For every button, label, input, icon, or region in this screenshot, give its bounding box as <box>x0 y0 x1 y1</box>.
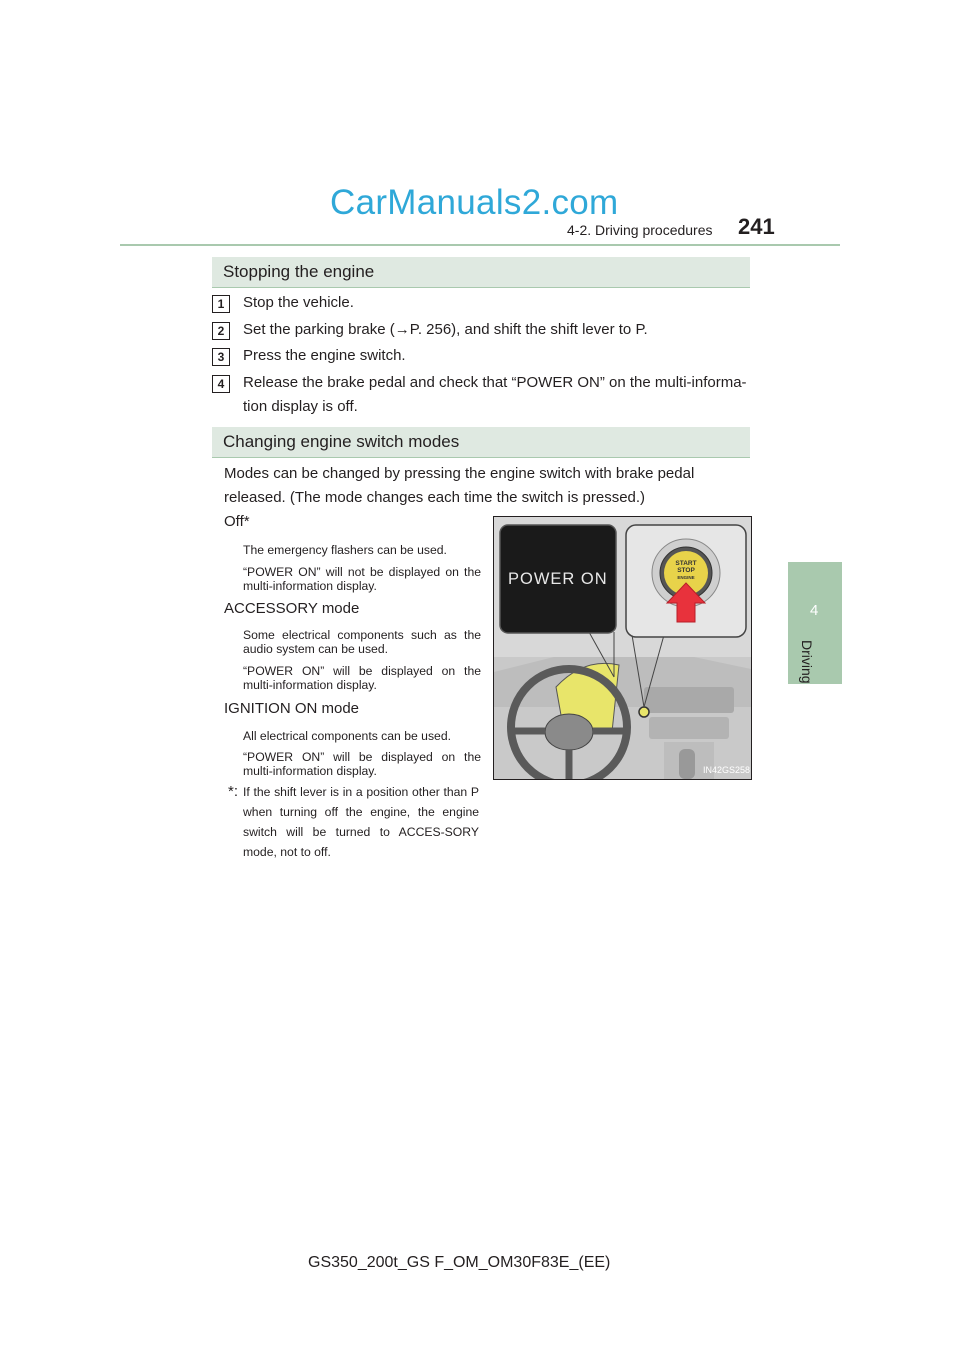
heading-text: Stopping the engine <box>223 262 375 281</box>
page-number: 241 <box>738 214 775 239</box>
heading-text: Changing engine switch modes <box>223 432 460 451</box>
step-text: Release the brake pedal and check that “POWER ON” on the multi-informa-tion display is off. <box>243 374 747 415</box>
footer-code: GS350_200t_GS F_OM_OM30F83E_(EE) <box>308 1254 611 1271</box>
dashboard-illustration <box>493 516 752 780</box>
step-text: Stop the vehicle. <box>243 294 354 311</box>
step-number: 1 <box>212 295 230 313</box>
mode-desc: All electrical components can be used. <box>243 729 451 743</box>
intro-text: Modes can be changed by pressing the engine switch with brake pedal released. (The mode changes each time the switch is pressed.) <box>224 465 695 506</box>
mode-desc: The emergency flashers can be used. <box>243 543 447 557</box>
step-text: Set the parking brake (→P. 256), and shift the shift lever to P. <box>243 321 648 338</box>
mode-title-accessory: ACCESSORY mode <box>224 600 360 617</box>
dashboard-drawing <box>494 517 751 779</box>
step-number: 2 <box>212 322 230 340</box>
step-text: Press the engine switch. <box>243 347 406 364</box>
mode-desc: Some electrical components such as the audio system can be used. <box>243 628 481 656</box>
chapter-tab <box>788 562 842 684</box>
mode-desc: “POWER ON” will be displayed on the multi-information display. <box>243 664 481 692</box>
mode-desc: “POWER ON” will not be displayed on the multi-information display. <box>243 565 481 593</box>
heading-changing-modes <box>212 427 750 458</box>
chapter-label: Driving <box>799 640 815 684</box>
step-number: 3 <box>212 348 230 366</box>
mode-desc: “POWER ON” will be displayed on the multi-information display. <box>243 750 481 778</box>
heading-stopping-engine <box>212 257 750 288</box>
engine-switch-stop: STOP <box>677 567 695 574</box>
engine-switch-start: START <box>675 560 697 567</box>
footnote-mark: *: <box>228 783 239 800</box>
footnote-text: If the shift lever is in a position other than P when turning off the engine, the engine switch will be turned to ACCES-SORY mode, not to off. <box>243 785 479 859</box>
mode-title-ignition: IGNITION ON mode <box>224 700 360 717</box>
power-on-display-text: POWER ON <box>508 570 608 588</box>
engine-switch-engine: ENGINE <box>677 575 695 580</box>
watermark: CarManuals2.com <box>330 183 619 222</box>
section-title: 4-2. Driving procedures <box>567 222 713 238</box>
step-number: 4 <box>212 375 230 393</box>
chapter-number: 4 <box>810 602 819 619</box>
mode-title-off: Off* <box>224 513 250 530</box>
header-rule <box>120 244 840 246</box>
figure-code: IN42GS258 <box>703 765 751 775</box>
engine-switch-label <box>669 560 703 581</box>
